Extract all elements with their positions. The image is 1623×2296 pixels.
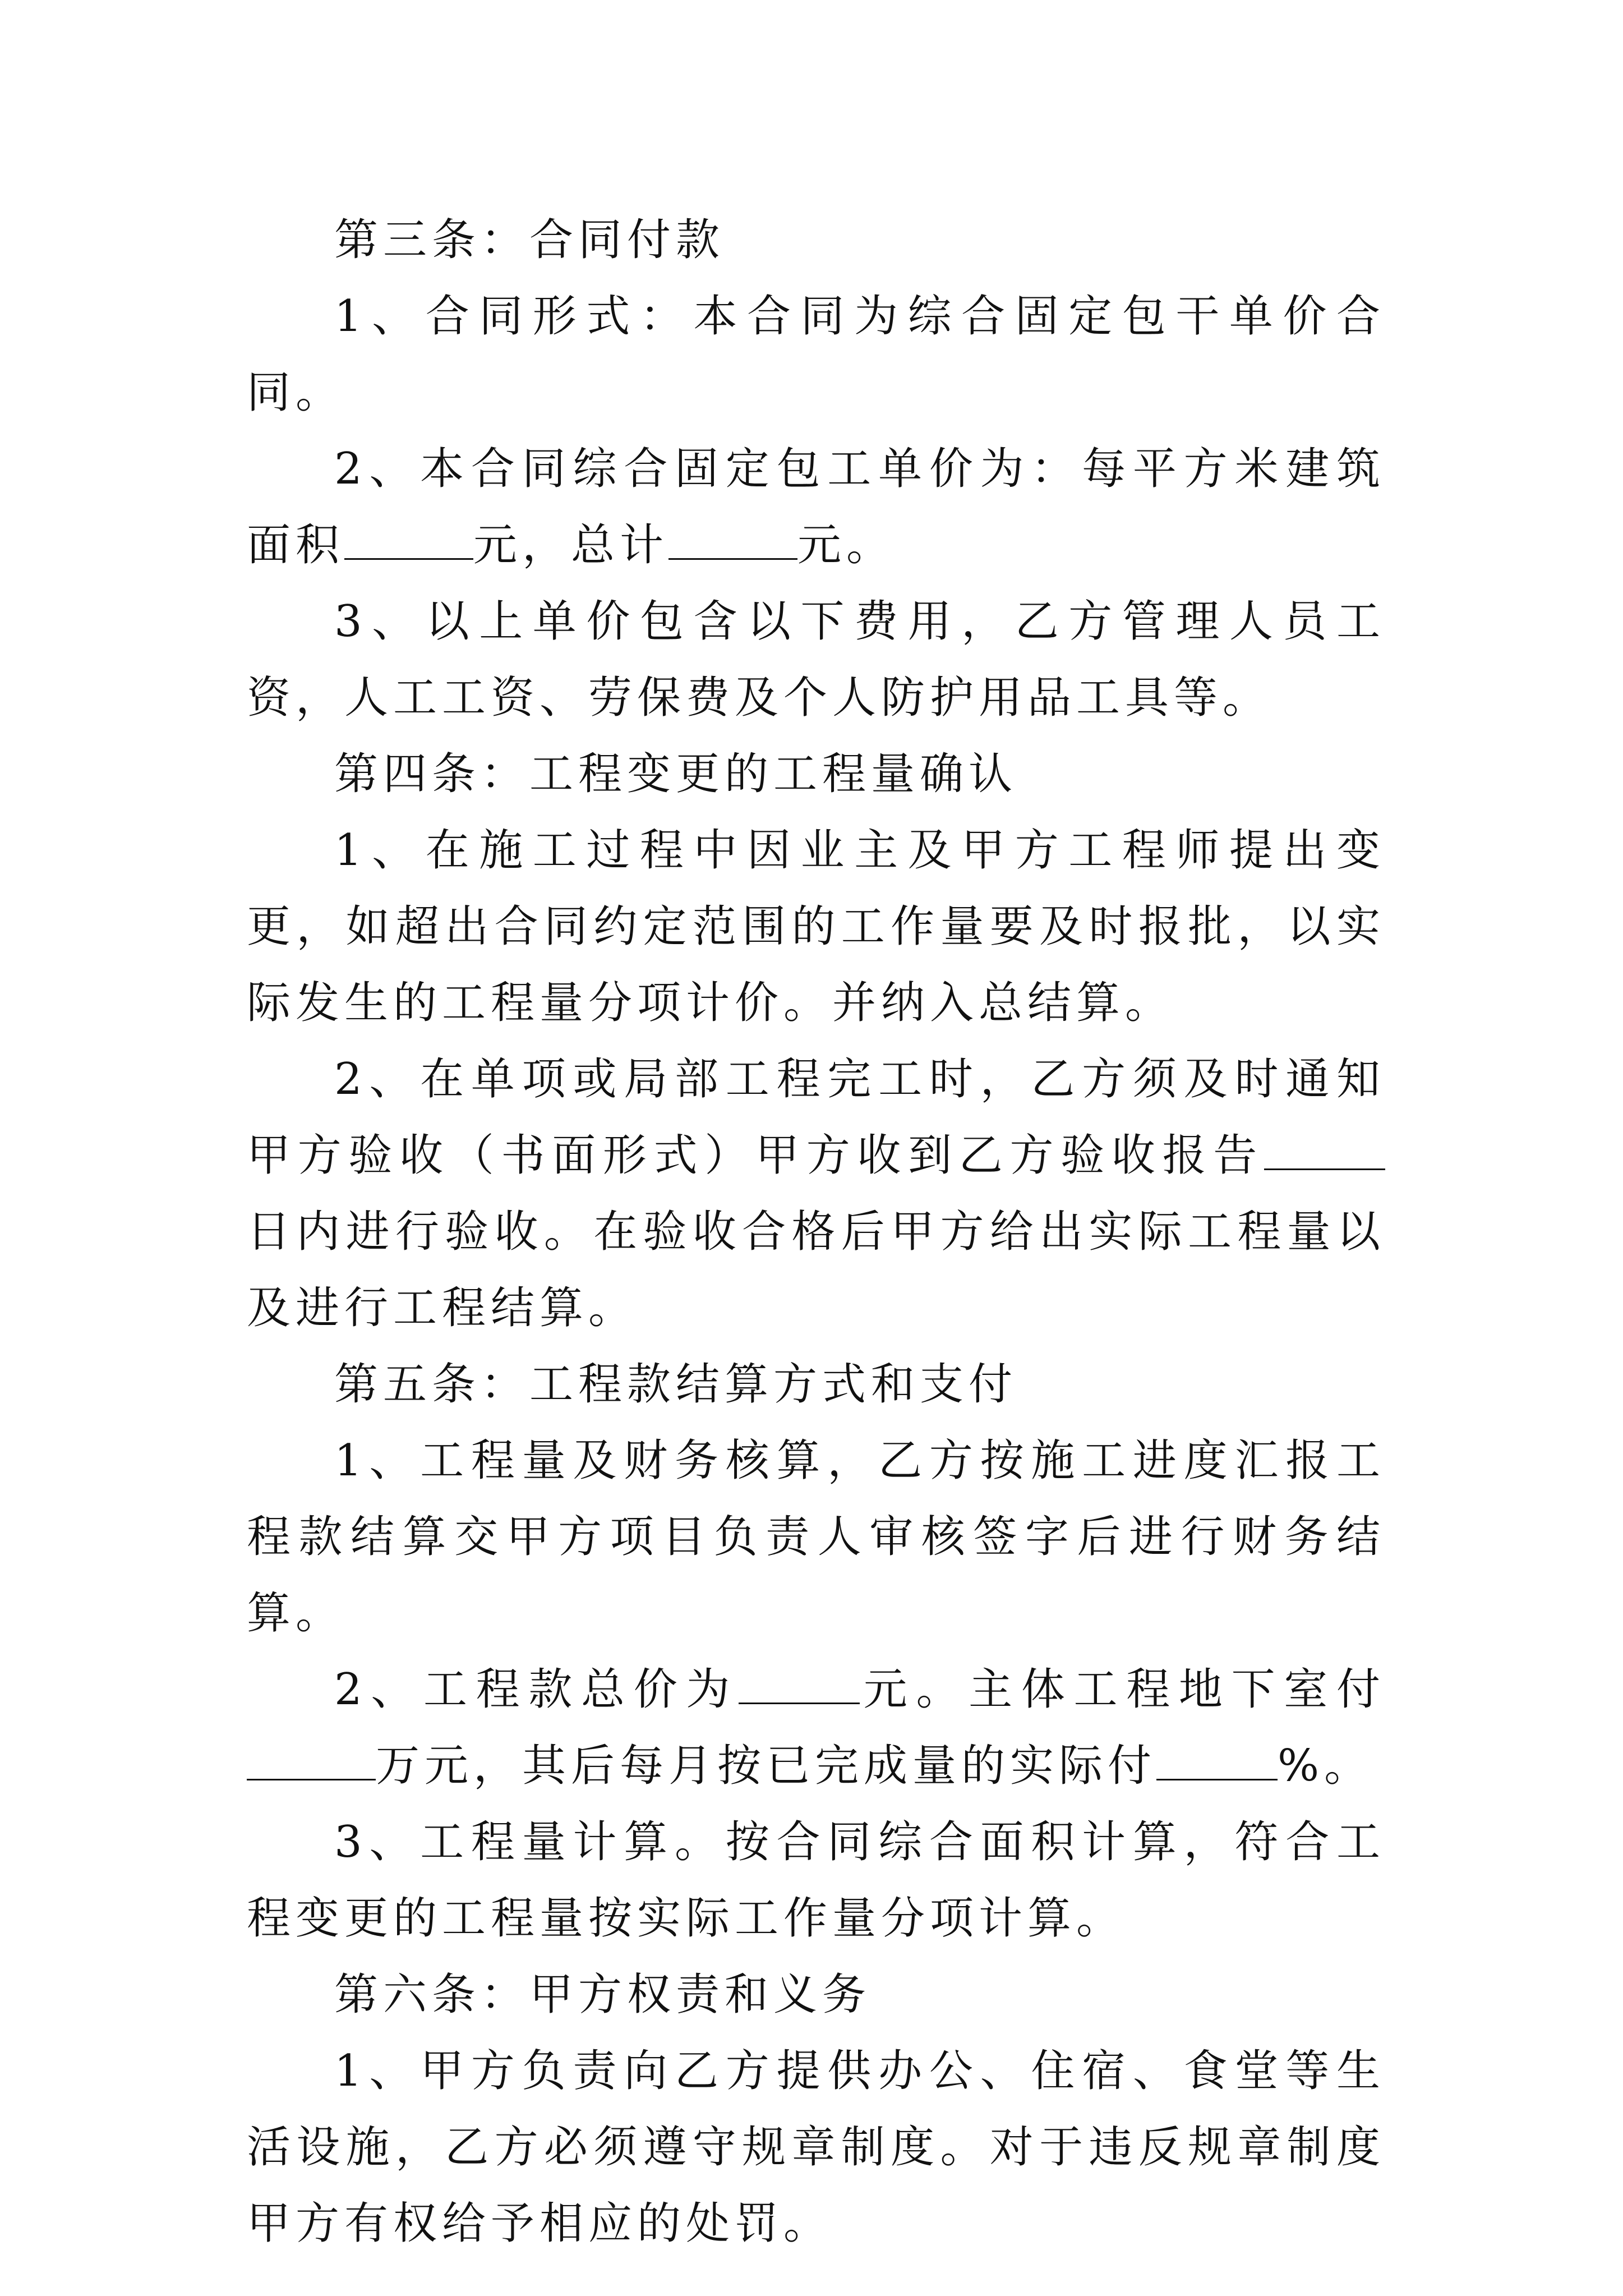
article-5-item-2-text-d: %。 [1278,1741,1373,1791]
acceptance-days-blank [1264,1133,1385,1170]
article-5-item-3: 3、工程量计算。按合同综合面积计算，符合工程变更的工程量按实际工作量分项计算。 [247,1817,1385,1944]
article-3-item-3: 3、以上单价包含以下费用，乙方管理人员工资，人工工资、劳保费及个人防护用品工具等。 [247,596,1385,723]
total-amount-blank [668,522,797,560]
article-5-heading: 第五条：工程款结算方式和支付 [334,1359,1018,1410]
article-3-item-2-text-b: 元，总计 [473,520,669,570]
article-5-item-2-text-a: 2、工程款总价为 [334,1664,739,1715]
article-4-item-2-text-a: 2、在单项或局部工程完工时，乙方须及时通知甲方验收（书面形式）甲方收到乙方验收报告 [247,1054,1385,1181]
total-price-blank [739,1667,860,1704]
article-3-item-2-text-a: 2、本合同综合固定包工单价为：每平方米建筑面积 [247,444,1385,570]
article-4-item-2-text-b: 日内进行验收。在验收合格后甲方给出实际工程量以及进行工程结算。 [247,1207,1385,1333]
document-body [247,202,1385,2262]
unit-price-blank [344,522,473,560]
monthly-percent-blank [1156,1743,1278,1780]
article-6-heading: 第六条：甲方权责和义务 [334,1970,872,2020]
article-5-item-2-text-c: 万元，其后每月按已完成量的实际付 [376,1741,1157,1791]
article-3-item-2 [247,431,1385,583]
basement-payment-blank [247,1743,376,1780]
article-6-item-1: 1、甲方负责向乙方提供办公、住宿、食堂等生活设施，乙方必须遵守规章制度。对于违反规章制度甲方有权给予相应的处罚。 [247,2046,1385,2249]
article-3-item-1: 1、合同形式：本合同为综合固定包干单价合同。 [247,291,1385,418]
article-5-item-1: 1、工程量及财务核算，乙方按施工进度汇报工程款结算交甲方项目负责人审核签字后进行财务结算。 [247,1435,1385,1639]
article-4-heading: 第四条：工程变更的工程量确认 [334,749,1018,799]
article-4-item-2 [247,1041,1385,1346]
article-3-item-2-text-c: 元。 [797,520,896,570]
article-4-item-1: 1、在施工过程中因业主及甲方工程师提出变更，如超出合同约定范围的工作量要及时报批，以实际发生的工程量分项计价。并纳入总结算。 [247,825,1385,1028]
article-5-item-2-text-b: 元。主体工程地下室付 [860,1664,1385,1715]
article-5-item-2 [247,1651,1385,1804]
article-3-heading: 第三条：合同付款 [334,215,725,265]
